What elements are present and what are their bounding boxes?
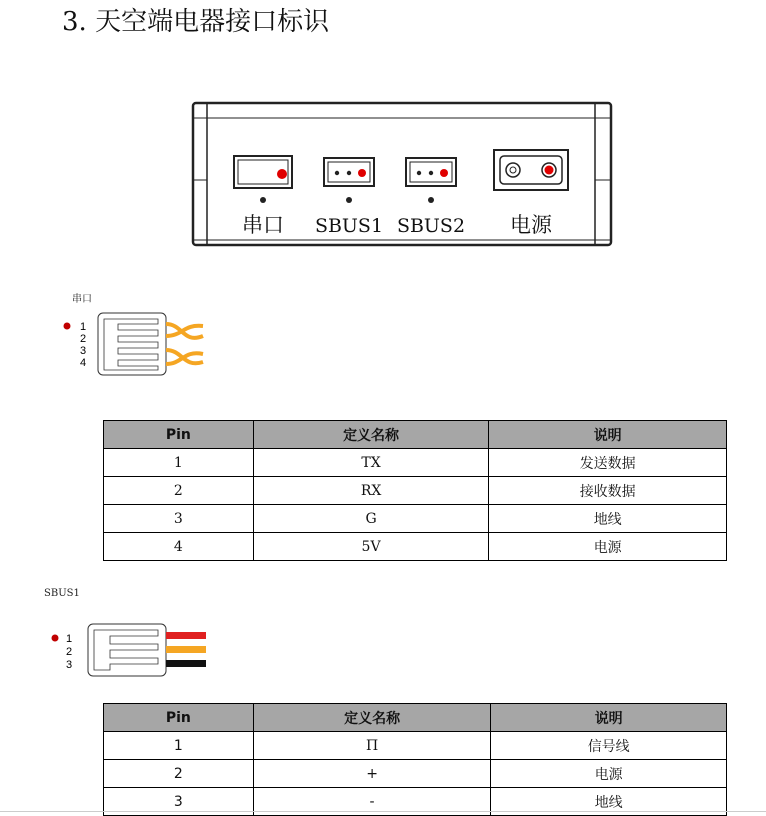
sbus1-connector-label: SBUS1 — [44, 588, 80, 599]
serial-connector-label: 串口 — [72, 294, 92, 305]
col-header-name: 定义名称 — [253, 421, 489, 449]
serial-pin-1: 1 — [80, 321, 87, 333]
serial-connector-diagram — [58, 310, 218, 380]
table-row: 3 G 地线 — [104, 505, 727, 533]
power-port-icon — [494, 150, 568, 190]
serial-pin-4: 4 — [80, 357, 87, 369]
sbus1-pin-1: 1 — [66, 633, 73, 645]
device-panel-diagram — [190, 100, 616, 250]
serial-pin-3: 3 — [80, 345, 87, 357]
serial-pin-2: 2 — [80, 333, 87, 345]
col-header-desc: 说明 — [489, 421, 727, 449]
port-label-power: 电源 — [510, 213, 552, 237]
sbus1-pin-3: 3 — [66, 659, 73, 671]
section-title: 3. 天空端电器接口标识 — [62, 7, 330, 37]
serial-pin-table — [103, 420, 727, 561]
table-row: 4 5V 电源 — [104, 533, 727, 561]
port-label-sbus2: SBUS2 — [396, 215, 466, 237]
sbus1-connector-diagram — [44, 620, 224, 682]
table-row: 1 П 信号线 — [104, 732, 727, 760]
page-bottom-divider — [0, 811, 766, 812]
sbus1-pin-table — [103, 703, 727, 816]
port-label-serial: 串口 — [242, 213, 284, 237]
table-row: 2 + 电源 — [104, 760, 727, 788]
col-header-pin: Pin — [104, 704, 254, 732]
col-header-desc: 说明 — [491, 704, 727, 732]
col-header-pin: Pin — [104, 421, 254, 449]
col-header-name: 定义名称 — [253, 704, 491, 732]
port-label-sbus1: SBUS1 — [314, 215, 384, 237]
table-row: 2 RX 接收数据 — [104, 477, 727, 505]
table-row: 1 TX 发送数据 — [104, 449, 727, 477]
sbus1-pin-2: 2 — [66, 646, 73, 658]
table-row: 3 - 地线 — [104, 788, 727, 816]
